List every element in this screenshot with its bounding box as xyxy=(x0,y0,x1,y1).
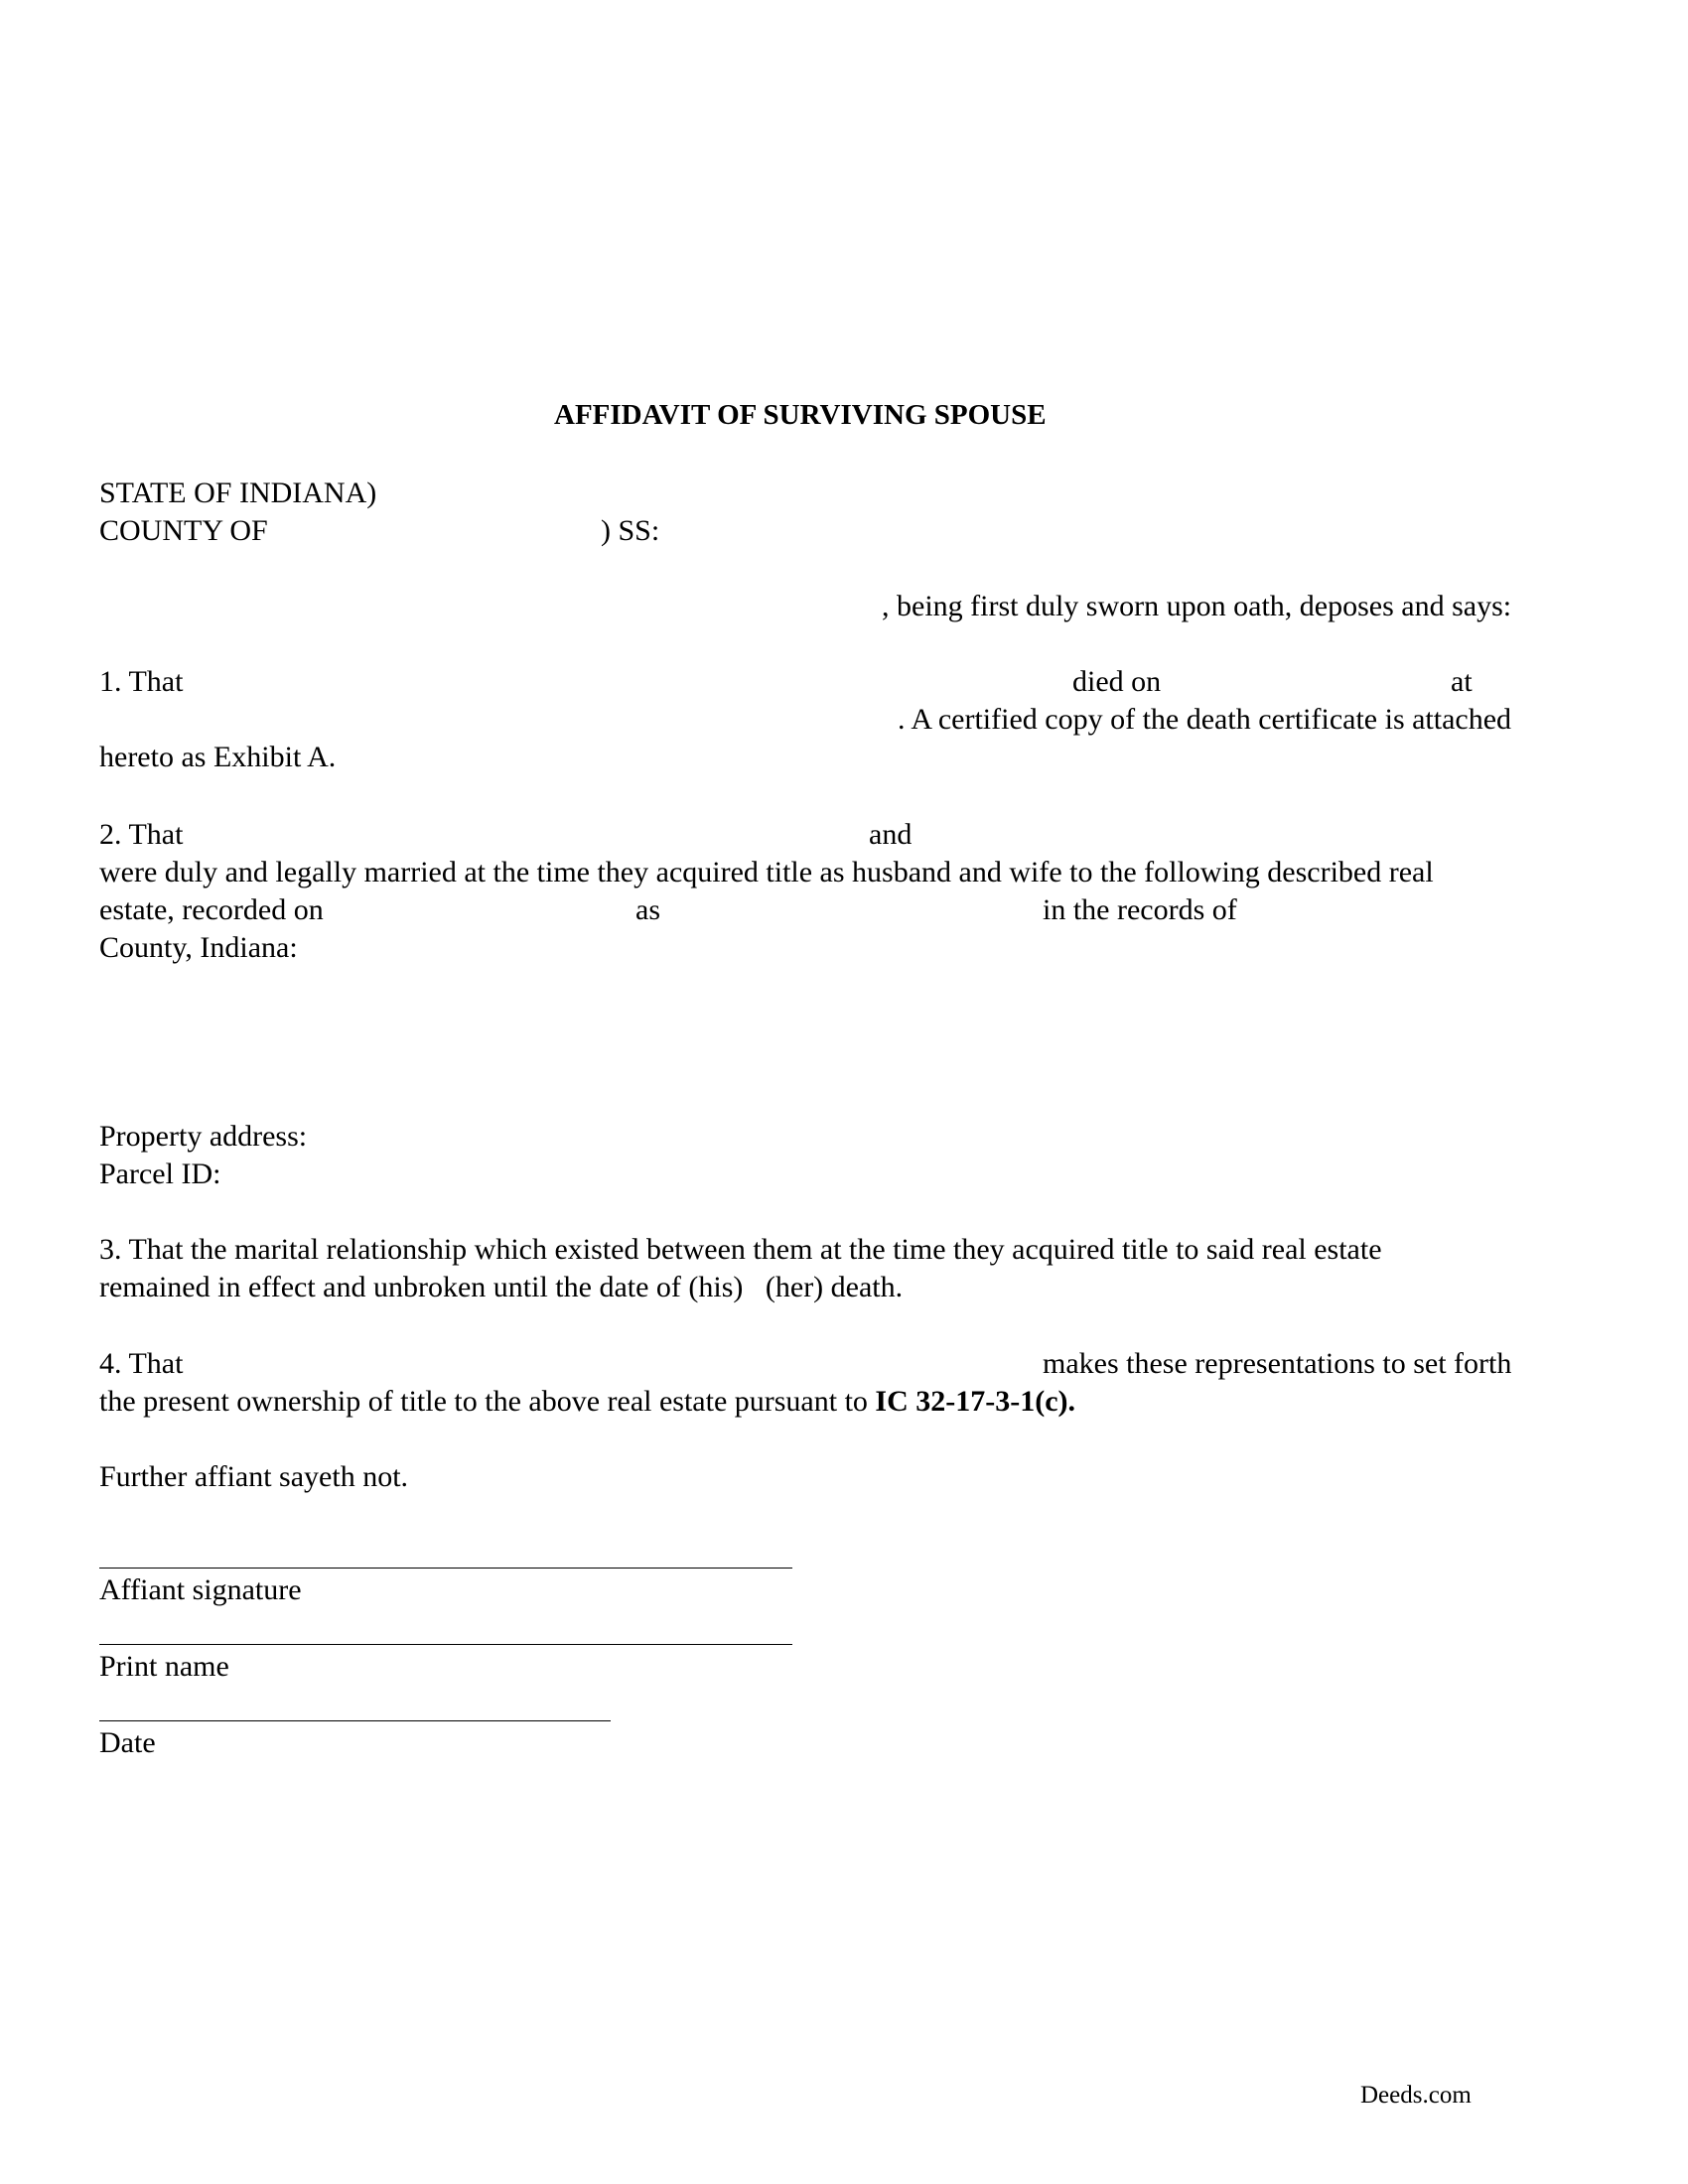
intro-statement: , being first duly sworn upon oath, deposes and says: xyxy=(882,590,1512,622)
date-line[interactable] xyxy=(99,1720,611,1721)
para3-line1: 3. That the marital relationship which existed between them at the time they acquired title to said real estate xyxy=(99,1233,1382,1266)
print-name-label: Print name xyxy=(99,1650,229,1683)
para2-line4: County, Indiana: xyxy=(99,931,298,964)
closing-statement: Further affiant sayeth not. xyxy=(99,1460,409,1493)
para2-start: 2. That xyxy=(99,818,184,851)
para4-line2 xyxy=(99,1387,1075,1417)
property-address-label: Property address: xyxy=(99,1120,308,1153)
para1-died-on: died on xyxy=(1072,665,1162,698)
document-title: AFFIDAVIT OF SURVIVING SPOUSE xyxy=(554,399,1047,431)
footer-brand: Deeds.com xyxy=(1360,2082,1472,2109)
para4-start: 4. That xyxy=(99,1347,184,1380)
para1-line2: . A certified copy of the death certificate is attached xyxy=(898,703,1512,736)
para1-line3: hereto as Exhibit A. xyxy=(99,741,337,773)
affiant-signature-line[interactable] xyxy=(99,1568,792,1569)
statute-reference: IC 32-17-3-1(c). xyxy=(875,1385,1076,1418)
print-name-line[interactable] xyxy=(99,1644,792,1645)
para4-line1-end: makes these representations to set forth xyxy=(1043,1347,1512,1380)
para3-line2: remained in effect and unbroken until the date of (his) (her) death. xyxy=(99,1271,904,1303)
state-line: STATE OF INDIANA) xyxy=(99,477,377,509)
affiant-signature-label: Affiant signature xyxy=(99,1573,302,1606)
county-label: COUNTY OF xyxy=(99,514,268,547)
para2-as: as xyxy=(635,893,660,926)
date-label: Date xyxy=(99,1726,156,1759)
parcel-id-label: Parcel ID: xyxy=(99,1158,221,1190)
ss-label: ) SS: xyxy=(601,514,660,547)
para1-start: 1. That xyxy=(99,665,184,698)
para2-recorded-on: estate, recorded on xyxy=(99,893,324,926)
para2-records-of: in the records of xyxy=(1043,893,1237,926)
para2-and: and xyxy=(869,818,913,851)
para2-line2: were duly and legally married at the time they acquired title as husband and wife to the following described real xyxy=(99,856,1434,888)
para1-at: at xyxy=(1451,665,1473,698)
para4-line2-text: the present ownership of title to the above real estate pursuant to xyxy=(99,1385,868,1418)
